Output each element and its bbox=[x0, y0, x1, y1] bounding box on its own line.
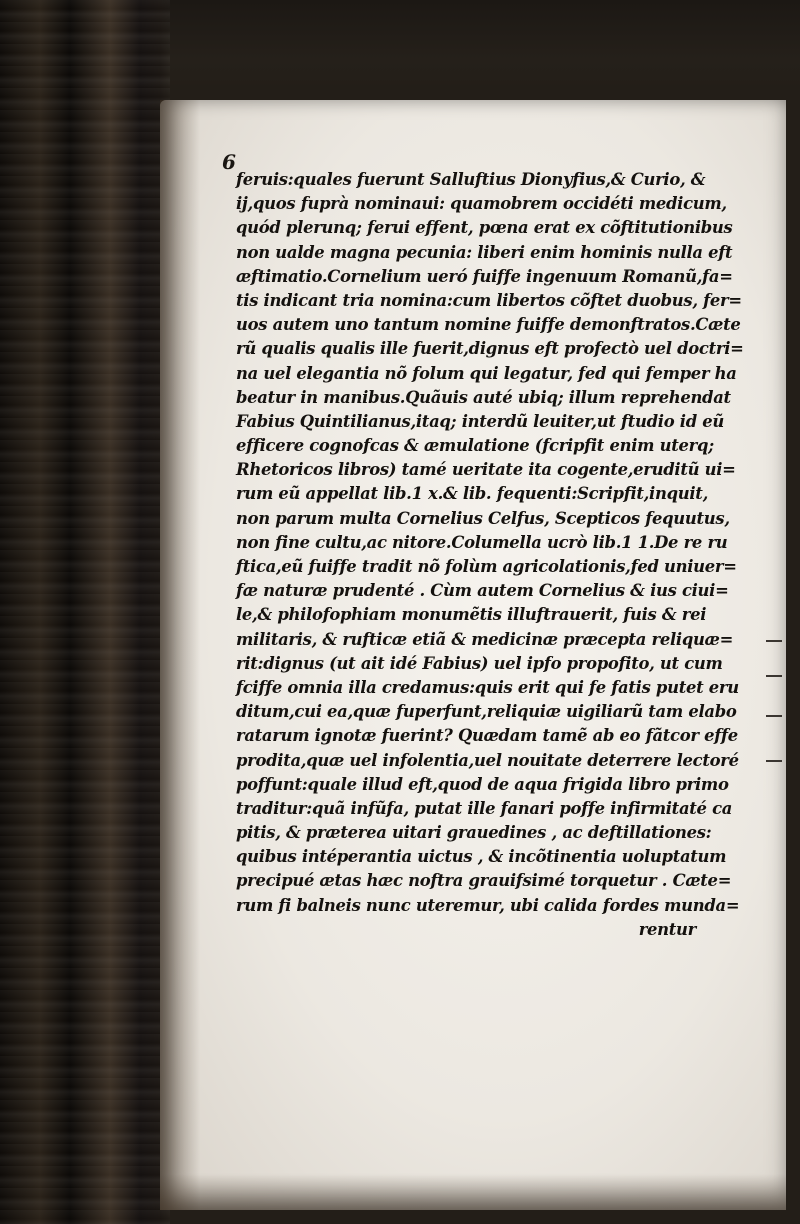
book-edge bbox=[0, 0, 170, 1224]
text-line: tis indicant tria nomina:cum libertos cõftet duobus, fer= bbox=[236, 290, 742, 310]
text-line: ftica,eũ fuiffe tradit nõ folùm agricolationis,fed uniuer= bbox=[236, 557, 737, 576]
text-line: æftimatio.Cornelium ueró fuiffe ingenuum Romanũ,fa= bbox=[236, 266, 733, 286]
text-line: ratarum ignotæ fuerint? Quædam tamẽ ab eo fãtcor effe bbox=[236, 726, 738, 746]
text-line: ij,quos fuprà nominaui: quamobrem occidéti medicum, bbox=[236, 194, 727, 214]
page-bottom-shadow bbox=[160, 1174, 786, 1210]
text-line: non parum multa Cornelius Celfus, Scepticos fequutus, bbox=[236, 508, 730, 528]
text-line: Rhetoricos libros) tamé ueritate ita cogente,eruditũ ui= bbox=[236, 460, 736, 480]
text-line: rit:dignus (ut ait idé Fabius) uel ipfo propofito, ut cum bbox=[236, 653, 723, 673]
text-line: quód plerunq; ferui effent, pœna erat ex cõftitutionibus bbox=[236, 218, 733, 238]
body-text bbox=[236, 168, 776, 942]
text-line: Fabius Quintilianus,itaq; interdũ leuiter,ut ftudio id eũ bbox=[236, 411, 725, 431]
gutter-shadow bbox=[160, 100, 200, 1210]
text-line: le,& philofophiam monumẽtis illuftrauerit, fuis & rei bbox=[236, 605, 707, 625]
text-line: uos autem uno tantum nomine fuiffe demonftratos.Cæte bbox=[236, 315, 741, 335]
catchword: rentur bbox=[638, 919, 696, 939]
text-line: prodita,quæ uel infolentia,uel nouitate deterrere lectoré bbox=[236, 750, 739, 770]
text-line: rum fi balneis nunc uteremur, ubi calida fordes munda= bbox=[236, 895, 740, 915]
text-line: militaris, & rufticæ etiã & medicinæ præcepta reliquæ= bbox=[236, 629, 734, 649]
text-line: feruis:quales fuerunt Salluftius Dionyfius,& Curio, & bbox=[236, 170, 706, 189]
text-line: quibus intéperantia uictus , & incõtinentia uoluptatum bbox=[236, 847, 727, 867]
text-line: ditum,cui ea,quæ fuperfunt,reliquiæ uigiliarũ tam elabo bbox=[236, 702, 737, 722]
text-line: fciffe omnia illa credamus:quis erit qui fe fatis putet eru bbox=[236, 677, 739, 697]
text-line: rũ qualis qualis ille fuerit,dignus eft profectò uel doctri= bbox=[236, 339, 744, 359]
text-line: efficere cognofcas & æmulatione (fcripfit enim uterq; bbox=[236, 436, 714, 456]
page-sheet bbox=[160, 100, 786, 1210]
text-line: pitis, & præterea uitari grauedines , ac deftillationes: bbox=[236, 823, 712, 843]
text-line: non fine cultu,ac nitore.Columella ucrò lib.1 1.De re ru bbox=[236, 532, 728, 552]
text-line: poffunt:quale illud eft,quod de aqua frigida libro primo bbox=[236, 774, 729, 794]
text-line: non ualde magna pecunia: liberi enim hominis nulla eft bbox=[236, 242, 733, 262]
page-number: 6 bbox=[222, 150, 236, 174]
text-line: rum eũ appellat lib.1 x.& lib. fequenti:Scripfit,inquit, bbox=[236, 484, 708, 504]
text-line: traditur:quã infũfa, putat ille fanari poffe infirmitaté ca bbox=[236, 798, 733, 818]
text-line: na uel elegantia nõ folum qui legatur, fed qui femper ha bbox=[236, 363, 737, 383]
text-line: precipué ætas hæc noftra grauifsimé torquetur . Cæte= bbox=[236, 871, 732, 891]
text-line: beatur in manibus.Quãuis auté ubiq; illum reprehendat bbox=[236, 387, 731, 407]
text-line: fæ naturæ prudenté . Cùm autem Cornelius & ius ciui= bbox=[236, 581, 729, 601]
